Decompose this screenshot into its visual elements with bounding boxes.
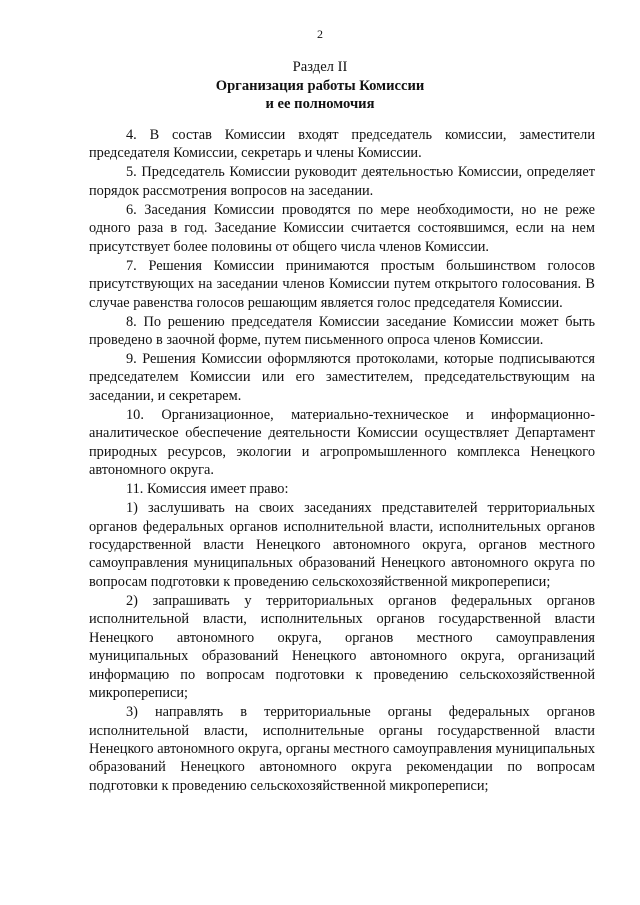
section-label: Раздел II [292, 59, 348, 75]
document-body [89, 126, 595, 796]
subitem-11-1: 1) заслушивать на своих заседаниях представителей территориальных органов федеральных органов исполнительной власти, исполнительных органов государственной власти Ненецкого автономного округа, органов местного самоуправления муниципальных образований Ненецкого автономного округа по вопросам подготовки к проведению сельскохозяйственной микропереписи; [89, 500, 595, 590]
paragraph-item-6: 6. Заседания Комиссии проводятся по мере необходимости, но не реже одного раза в год. Заседание Комиссии считается состоявшимся, если на нем присутствует более половины от общего числа членов Комиссии. [89, 201, 595, 255]
section-title-line-2: и ее полномочия [265, 96, 375, 112]
paragraph-item-8: 8. По решению председателя Комиссии заседание Комиссии может быть проведено в заочной форме, путем письменного опроса членов Комиссии. [89, 313, 595, 348]
paragraph-item-10: 10. Организационное, материально-техническое и информационно-аналитическое обеспечение деятельности Комиссии осуществляет Департамент природных ресурсов, экологии и агропромышленного комплекса Ненецкого автономного округа. [89, 406, 595, 479]
paragraph-item-4: 4. В состав Комиссии входят председатель комиссии, заместители председателя Комиссии, секретарь и члены Комиссии. [89, 127, 595, 162]
subitem-11-2: 2) запрашивать у территориальных органов федеральных органов исполнительной власти, исполнительных органов государственной власти Ненецкого автономного округа, органов местного самоуправления муниципальных образований Ненецкого автономного округа, организаций информацию по вопросам подготовки к проведению сельскохозяйственной микропереписи; [89, 592, 595, 702]
subitem-11-3: 3) направлять в территориальные органы федеральных органов исполнительной власти, исполнительные органы государственной власти Ненецкого автономного округа, органы местного самоуправления муниципальных образований Ненецкого автономного округа рекомендации по вопросам подготовки к проведению сельскохозяйственной микропереписи; [89, 704, 595, 794]
paragraph-item-7: 7. Решения Комиссии принимаются простым большинством голосов присутствующих на заседании членов Комиссии путем открытого голосования. В случае равенства голосов решающим является голос председателя Комиссии. [89, 257, 595, 311]
paragraph-item-9: 9. Решения Комиссии оформляются протоколами, которые подписываются председателем Комиссии или его заместителем, председательствующим на заседании, и секретарем. [89, 350, 595, 404]
section-heading [0, 58, 640, 114]
page-number: 2 [317, 27, 323, 41]
section-title-line-1: Организация работы Комиссии [215, 77, 425, 94]
paragraph-item-11: 11. Комиссия имеет право: [126, 481, 289, 498]
paragraph-item-5: 5. Председатель Комиссии руководит деятельностью Комиссии, определяет порядок рассмотрения вопросов на заседании. [89, 164, 595, 199]
